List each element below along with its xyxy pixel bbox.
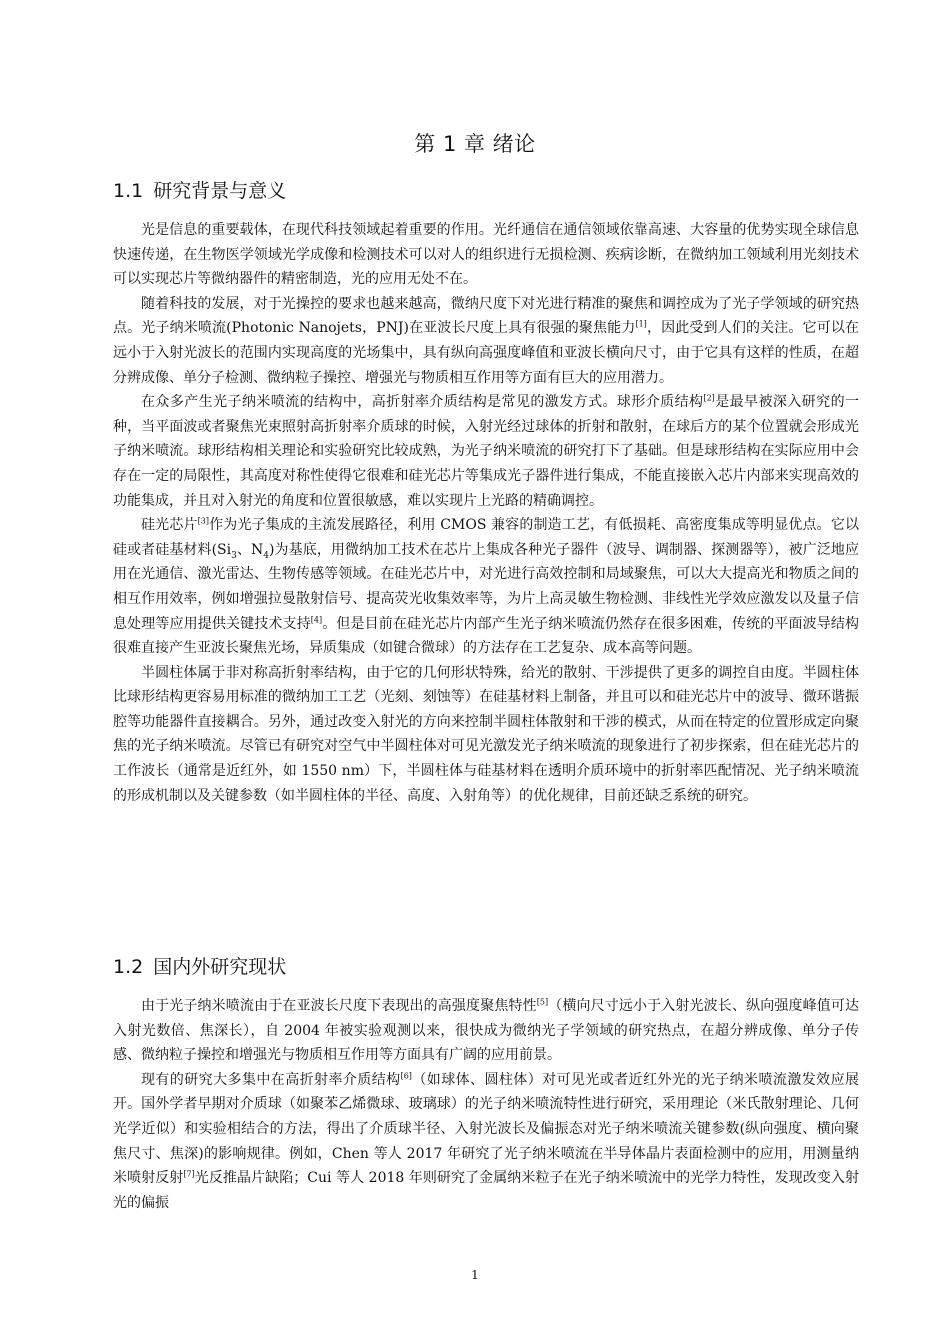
section-body-1-1: [113, 218, 859, 808]
text-run: 由于光子纳米喷流由于在亚波长尺度下表现出的高强度聚焦特性: [141, 998, 537, 1014]
citation-ref: [7]: [183, 1169, 195, 1179]
citation-ref: [4]: [310, 614, 323, 624]
text-run: )为基底，用微纳加工技术在芯片上集成各种光子器件（波导、调制器、探测器等），被广泛地应用在光通信、激光雷达、生物传感等领域。在硅光芯片中，对光进行高效控制和局域聚焦，可以大大提高光和物质之间的相互作用效率，例如增强拉曼散射信号、提高荧光收集效率等，为片上高灵敏生物检测、非线性光学效应激发以及量子信息处理等应用提供关键技术支持: [113, 541, 860, 632]
paragraph: [113, 661, 859, 809]
section-title: 研究背景与意义: [153, 180, 287, 202]
text-run: 作为光子集成的主流发展路径，利用 CMOS 兼容的制造工艺，有低损耗、高密度集成等明显优点。它以硅或者硅基材料(Si: [113, 517, 860, 558]
citation-ref: [6]: [400, 1071, 412, 1081]
text-run: 随着科技的发展，对于光操控的要求也越来越高，微纳尺度下对光进行精准的聚焦和调控成为了光子学领域的研究热点。光子纳米喷流(Photonic Nanojets，PNJ)在亚波长尺度上具有很强的聚焦能力: [113, 295, 859, 337]
paragraph: [113, 292, 859, 390]
citation-ref: [3]: [197, 516, 209, 526]
paragraph: [113, 1068, 859, 1216]
paragraph: [113, 994, 859, 1068]
text-run: 半圆柱体属于非对称高折射率结构，由于它的几何形状特殊，给光的散射、干涉提供了更多的调控自由度。半圆柱体比球形结构更容易用标准的微纳加工工艺（光刻、刻蚀等）在硅基材料上制备，并且可以和硅光芯片中的波导、微环谐振腔等功能器件直接耦合。另外，通过改变入射光的方向来控制半圆柱体散射和干涉的模式，从而在特定的位置形成定向聚焦的光子纳米喷流。尽管已有研究对空气中半圆柱体对可见光激发光子纳米喷流的现象进行了初步探索，但在硅光芯片的工作波长（通常是近红外，如 1550 nm）下，半圆柱体与硅基材料在透明介质环境中的折射率匹配情况、光子纳米喷流的形成机制以及关键参数（如半圆柱体的半径、高度、入射角等）的优化规律，目前还缺乏系统的研究。: [113, 664, 859, 804]
section-heading-1-2: [113, 952, 286, 979]
section-heading-1-1: [113, 176, 286, 203]
citation-ref: [1]: [635, 319, 647, 329]
text-run: ，因此受到人们的关注。它可以在远小于入射光波长的范围内实现高度的光场集中，具有纵向高强度峰值和亚波长横向尺寸，由于它具有这样的性质，在超分辨成像、单分子检测、微纳粒子操控、增强光与物质相互作用等方面有巨大的应用潜力。: [113, 320, 859, 386]
paragraph: [113, 390, 859, 513]
page-number: 1: [471, 1268, 479, 1282]
text-run: 硅光芯片: [141, 517, 198, 534]
paragraph: [113, 218, 859, 292]
text-run: 光是信息的重要载体，在现代科技领域起着重要的作用。光纤通信在通信领域依靠高速、大容量的优势实现全球信息快速传递，在生物医学领域光学成像和检测技术可以对人的组织进行无损检测、疾病诊断，在微纳加工领域利用光刻技术可以实现芯片等微纳器件的精密制造，光的应用无处不在。: [113, 222, 859, 288]
paragraph: [113, 513, 859, 661]
citation-ref: [5]: [536, 997, 549, 1007]
subscript: 3: [231, 550, 237, 561]
text-run: （横向尺寸远小于入射光波长、纵向强度峰值可达入射光数倍、焦深长），自 2004 年被实验观测以来，很快成为微纳光子学领域的研究热点，在超分辨成像、单分子传感、微纳粒子操控和增强光与物质相互作用等方面具有广阔的应用前景。: [113, 998, 860, 1064]
section-number: 1.1: [113, 180, 144, 202]
text-run: 光反推晶片缺陷；Cui 等人 2018 年则研究了金属纳米粒子在光子纳米喷流中的光学力特性，发现改变入射光的偏振: [113, 1170, 860, 1211]
text-run: 在众多产生光子纳米喷流的结构中，高折射率介质结构是常见的激发方式。球形介质结构: [141, 394, 704, 411]
chapter-title: 第 1 章 绪论: [414, 132, 536, 156]
text-run: 是最早被深入研究的一种，当平面波或者聚焦光束照射高折射率介质球的时候，入射光经过球体的折射和散射，在球后方的某个位置就会形成光子纳米喷流。球形结构相关理论和实验研究比较成熟，为光子纳米喷流的研究打下了基础。但是球形结构在实际应用中会存在一定的局限性，其高度对称性使得它很难和硅光芯片等集成光子器件进行集成，不能直接嵌入芯片内部来实现高效的功能集成，并且对入射光的角度和位置很敏感，难以实现片上光路的精确调控。: [113, 394, 860, 509]
text-run: 现有的研究大多集中在高折射率介质结构: [141, 1071, 401, 1088]
section-title: 国内外研究现状: [153, 956, 287, 978]
citation-ref: [2]: [703, 393, 715, 403]
subscript: 4: [263, 550, 270, 561]
text-run: （如球体、圆柱体）对可见光或者近红外光的光子纳米喷流激发效应展开。国外学者早期对介质球（如聚苯乙烯微球、玻璃球）的光子纳米喷流特性进行研究，采用理论（米氏散射理论、几何光学近似）和实验相结合的方法，得出了介质球半径、入射光波长及偏振态对光子纳米喷流关键参数(纵向强度、横向聚焦尺寸、焦深)的影响规律。例如，Chen 等人 2017 年研究了光子纳米喷流在半导体晶片表面检测中的应用，用测量纳米喷射反射: [113, 1071, 860, 1187]
text-run: 、N: [236, 541, 264, 558]
section-number: 1.2: [113, 956, 144, 978]
section-body-1-2: [113, 994, 859, 1215]
text-run: 。但是目前在硅光芯片内部产生光子纳米喷流仍然存在很多困难，传统的平面波导结构很难直接产生亚波长聚焦光场，异质集成（如键合微球）的方法存在工艺复杂、成本高等问题。: [113, 615, 860, 657]
